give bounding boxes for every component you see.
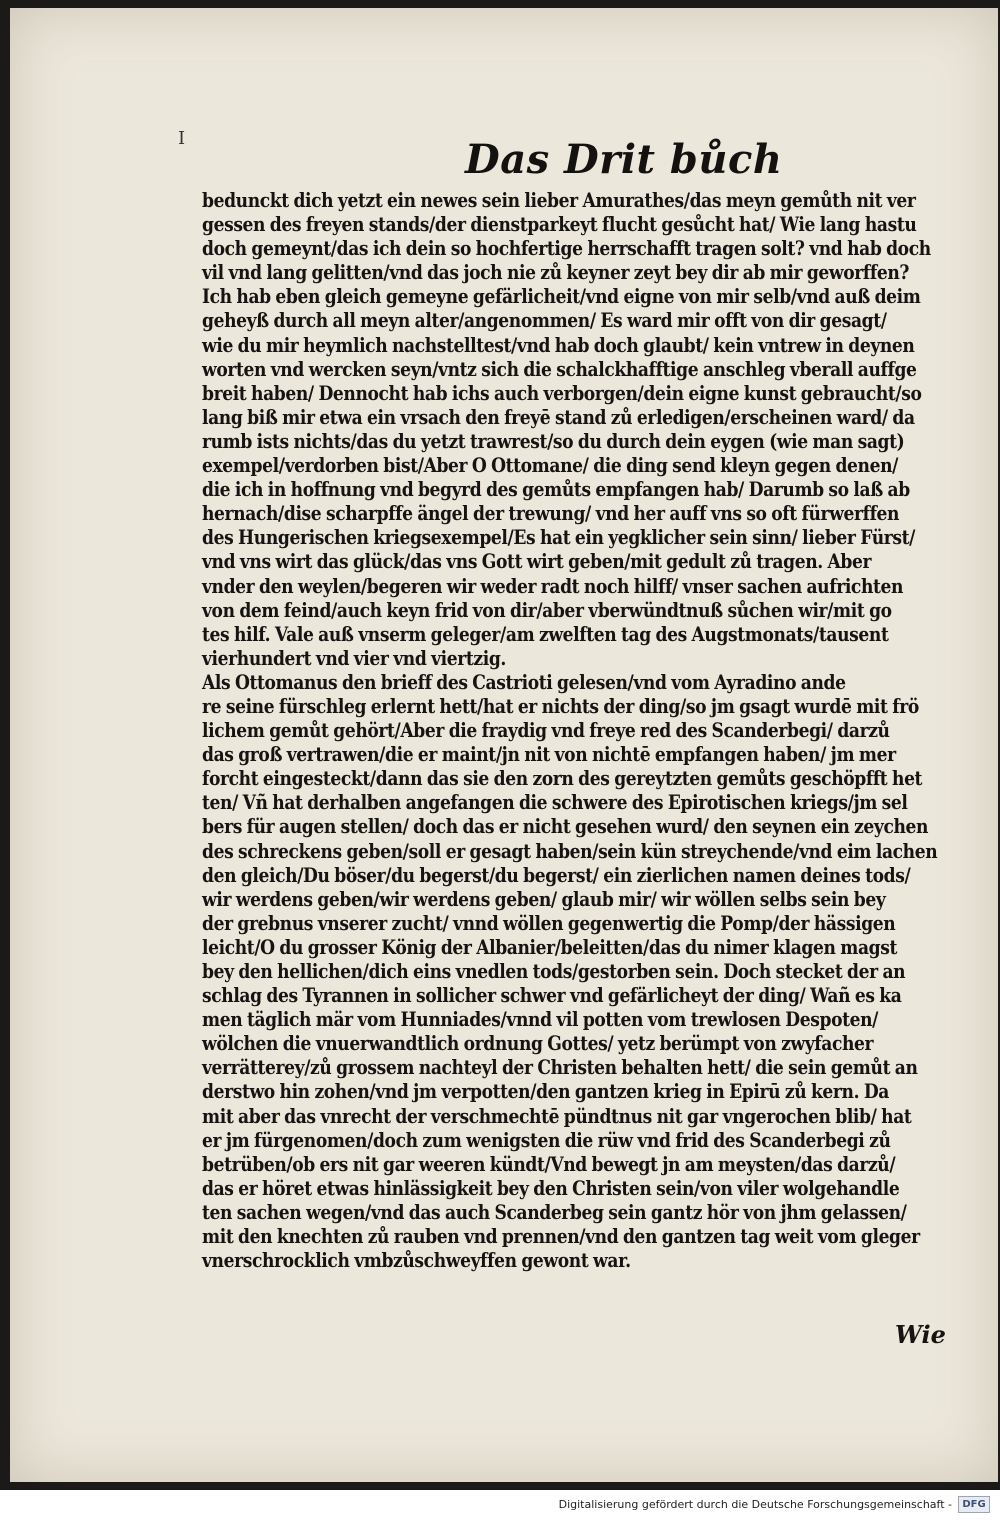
text-line: tes hilf. Vale auß vnserm geleger/am zwelften tag des Augstmonats/tausent (202, 621, 889, 646)
text-line: wölchen die vnuerwandtlich ordnung Gottes/ yetz berümpt von zwyfacher (202, 1031, 874, 1056)
running-head: Das Drit bůch (465, 136, 783, 183)
text-line: wir werdens geben/wir werdens geben/ glaub mir/ wir wöllen selbs sein bey (202, 886, 886, 911)
text-line: vnerschrocklich vmbzůschweyffen gewont war. (202, 1248, 631, 1273)
text-line: bey den hellichen/dich eins vnedlen tods/gestorben sein. Doch stecket der an (202, 959, 906, 983)
text-line: schlag des Tyrannen in sollicher schwer vnd gefärlicheyt der ding/ Wañ es ka (202, 983, 902, 1008)
text-line: lichem gemůt gehört/Aber die fraydig vnd freye red des Scanderbegi/ darzů (202, 718, 890, 743)
text-line: ten sachen wegen/vnd das auch Scanderbeg sein gantz hör von jhm gelassen/ (202, 1199, 907, 1224)
text-line: forcht eingesteckt/dann das sie den zorn des gereytzten gemůts geschöpfft het (202, 766, 923, 791)
text-line: exempel/verdorben bist/Aber O Ottomane/ die ding send kleyn gegen denen/ (202, 453, 898, 478)
text-line: vierhundert vnd vier vnd viertzig. (202, 645, 506, 670)
text-line: men täglich mär vom Hunniades/vnnd vil potten vom trewlosen Despoten/ (202, 1007, 879, 1032)
text-line: er jm fürgenomen/doch zum wenigsten die rüw vnd frid des Scanderbegi zů (202, 1127, 891, 1152)
text-line: re seine fürschleg erlernt hett/hat er nichts der ding/so jm gsagt wurdē mit frö (202, 693, 919, 718)
text-line: derstwo hin zohen/vnd jm verpotten/den gantzen krieg in Epirū zů kern. Da (202, 1079, 890, 1104)
text-line: lang biß mir etwa ein vrsach den freyē stand zů erledigen/erscheinen ward/ da (202, 404, 915, 429)
text-line: Als Ottomanus den brieff des Castrioti gelesen/vnd vom Ayradino ande (202, 669, 846, 694)
text-line: mit aber das vnrecht der verschmechtē pündtnus nit gar vngerochen blib/ hat (202, 1103, 912, 1128)
text-line: die ich in hoffnung vnd begyrd des gemůts empfangen hab/ Darumb so laß ab (202, 477, 910, 502)
text-line: worten vnd wercken seyn/vntz sich die schalckhafftige anschleg vberall auffge (202, 356, 917, 381)
text-line: des schreckens geben/soll er gesagt haben/sein kün streychende/vnd eim lachen (202, 838, 938, 863)
body-text (202, 188, 962, 1272)
text-line: den gleich/Du böser/du begerst/du begerst/ ein zierlichen namen deines tods/ (202, 862, 911, 887)
text-line: der grebnus vnserer zucht/ vnnd wöllen gegenwertig die Pomp/der hässigen (202, 910, 896, 935)
text-line: das groß vertrawen/die er maint/jn nit von nichtē empfangen haben/ jm mer (202, 742, 896, 767)
text-line: breit haben/ Dennocht hab ichs auch verborgen/dein eigne kunst gebraucht/so (202, 380, 922, 405)
text-line: verrätterey/zů grossem nachteyl der Christen behalten hett/ die sein gemůt an (202, 1055, 918, 1080)
text-line: ten/ Vñ hat derhalben angefangen die schwere des Epirotischen kriegs/jm sel (202, 790, 908, 815)
text-line: hernach/dise scharpffe ängel der trewung/ vnd her auff vns so oft fürwerffen (202, 501, 900, 526)
text-line: leicht/O du grosser König der Albanier/beleitten/das du nimer klagen magst (202, 934, 897, 959)
text-line: rumb ists nichts/das du yetzt trawrest/so du durch dein eygen (wie man sagt) (202, 428, 905, 453)
text-line: das er höret etwas hinlässigkeit bey den Christen sein/von viler wolgehandle (202, 1175, 900, 1200)
text-line: bedunckt dich yetzt ein newes sein lieber Amurathes/das meyn gemůth nit ver (202, 188, 916, 212)
text-line: betrüben/ob ers nit gar weeren kündt/Vnd bewegt jn am meysten/das darzů/ (202, 1151, 896, 1176)
text-line: gessen des freyen stands/der dienstparkeyt flucht gesůcht hat/ Wie lang hastu (202, 212, 917, 237)
text-line: Ich hab eben gleich gemeyne gefärlicheit/vnd eigne von mir selb/vnd auß deim (202, 284, 921, 309)
page-margin-mark: I (178, 128, 186, 149)
text-line: geheyß durch all meyn alter/angenommen/ Es ward mir offt von dir gesagt/ (202, 308, 887, 333)
text-line: wie du mir heymlich nachstelltest/vnd hab doch glaubt/ kein vntrew in deynen (202, 332, 915, 357)
text-line: vnder den weylen/begeren wir weder radt noch hilff/ vnser sachen aufrichten (202, 573, 904, 598)
catchword: Wie (895, 1320, 946, 1349)
text-line: mit den knechten zů rauben vnd prennen/vnd den gantzen tag weit vom gleger (202, 1224, 920, 1249)
text-line: bers für augen stellen/ doch das er nicht gesehen wurd/ den seynen ein zeychen (202, 814, 929, 839)
dfg-logo-icon: DFG (958, 1496, 990, 1513)
text-line: vil vnd lang gelitten/vnd das joch nie zů keyner zeyt bey dir ab mir geworffen? (202, 260, 910, 285)
footer-bar (0, 1490, 1000, 1521)
text-line: von dem feind/auch keyn frid von dir/aber vberwündtnuß sůchen wir/mit go (202, 597, 892, 622)
text-line: doch gemeynt/das ich dein so hochfertige herrschafft tragen solt? vnd hab doch (202, 236, 931, 261)
text-line: vnd vns wirt das glück/das vns Gott wirt geben/mit gedult zů tragen. Aber (202, 549, 872, 574)
text-line: des Hungerischen kriegsexempel/Es hat ein yegklicher sein sinn/ lieber Fürst/ (202, 525, 916, 550)
funding-credit: Digitalisierung gefördert durch die Deutsche Forschungsgemeinschaft - (558, 1498, 952, 1511)
book-page (10, 8, 998, 1482)
